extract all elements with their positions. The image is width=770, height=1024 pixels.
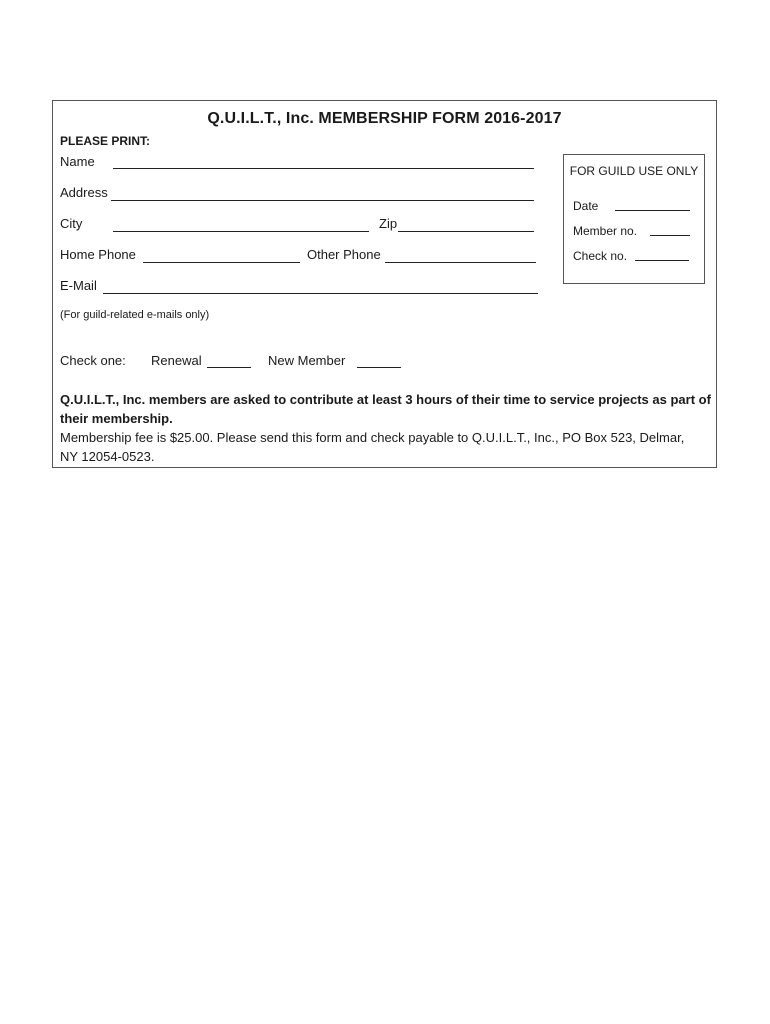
zip-label: Zip	[379, 216, 398, 231]
other-phone-field[interactable]	[385, 262, 536, 263]
date-field[interactable]	[615, 210, 690, 211]
renewal-label: Renewal	[151, 353, 202, 368]
form-title: Q.U.I.L.T., Inc. MEMBERSHIP FORM 2016-2017	[207, 110, 562, 127]
home-phone-field[interactable]	[143, 262, 300, 263]
name-field[interactable]	[113, 168, 534, 169]
service-statement: Q.U.I.L.T., Inc. members are asked to contribute at least 3 hours of their time to service projects as part of their membership.	[60, 392, 711, 426]
date-label: Date	[573, 199, 599, 213]
renewal-checkbox[interactable]	[207, 367, 251, 368]
other-phone-label: Other Phone	[307, 247, 381, 262]
check-one-label: Check one:	[60, 353, 126, 368]
please-print-label: PLEASE PRINT:	[60, 134, 151, 148]
email-field[interactable]	[103, 293, 538, 294]
name-label: Name	[60, 154, 95, 169]
home-phone-label: Home Phone	[60, 247, 136, 262]
guild-use-title: FOR GUILD USE ONLY	[569, 164, 699, 178]
address-field[interactable]	[111, 200, 534, 201]
member-no-label: Member no.	[573, 224, 638, 238]
new-member-checkbox[interactable]	[357, 367, 401, 368]
guild-use-box	[563, 154, 705, 284]
city-field[interactable]	[113, 231, 369, 232]
address-label: Address	[60, 185, 108, 200]
fee-instructions: Membership fee is $25.00. Please send this form and check payable to Q.U.I.L.T., Inc., PO Box 523, Delmar, NY 12054-0523.	[60, 430, 685, 464]
new-member-label: New Member	[268, 353, 346, 368]
email-note: (For guild-related e-mails only)	[60, 309, 210, 321]
check-no-label: Check no.	[573, 249, 628, 263]
email-label: E-Mail	[60, 278, 97, 293]
city-label: City	[60, 216, 83, 231]
check-no-field[interactable]	[635, 260, 689, 261]
member-no-field[interactable]	[650, 235, 690, 236]
zip-field[interactable]	[398, 231, 534, 232]
membership-form	[52, 100, 717, 468]
